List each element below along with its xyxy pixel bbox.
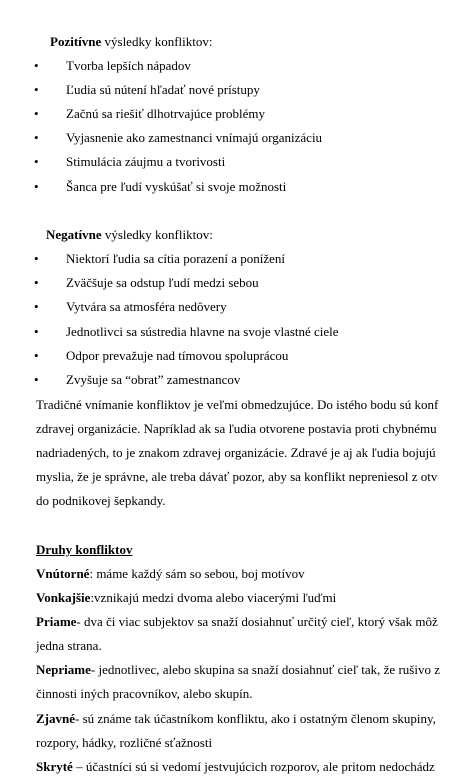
list-item-text: Šanca pre ľudí vyskúšať si svoje možnosti: [66, 179, 287, 194]
definition-text: : máme každý sám so sebou, boj motívov: [89, 566, 305, 581]
list-item: [0, 348, 467, 364]
definition-text: činnosti iných pracovníkov, alebo skupín.: [36, 686, 253, 701]
list-item: [0, 179, 467, 195]
list-item-text: Stimulácia záujmu a tvorivosti: [66, 154, 226, 169]
list-item-text: Jednotlivci sa sústredia hlavne na svoje vlastné ciele: [66, 324, 339, 339]
bullet-icon: •: [34, 58, 39, 73]
list-item: [0, 275, 467, 291]
definition-text: – účastníci sú si vedomí jestvujúcich rozporov, ale pritom nedochádz: [72, 759, 435, 774]
definition-line: [36, 759, 435, 775]
list-item-text: Zväčšuje sa odstup ľudí medzi sebou: [66, 275, 259, 290]
definition-line: [36, 662, 440, 678]
definition-text: rozpory, hádky, rozličné sťažnosti: [36, 735, 213, 750]
list-item: [0, 58, 467, 74]
definition-text: - sú známe tak účastníkom konfliktu, ako i ostatným členom skupiny,: [75, 711, 436, 726]
paragraph-line: zdravej organizácie. Napríklad ak sa ľudia otvorene postavia proti chybnému: [36, 421, 437, 436]
definition-line: [36, 735, 212, 751]
list-item: [0, 154, 467, 170]
list-item-text: Vyjasnenie ako zamestnanci vnímajú organizáciu: [66, 130, 323, 145]
bullet-icon: •: [34, 348, 39, 363]
bullet-icon: •: [34, 82, 39, 97]
definition-text: - jednotlivec, alebo skupina sa snaží dosiahnuť cieľ tak, že rušivo z: [90, 662, 440, 677]
definition-line: [36, 614, 438, 630]
bullet-icon: •: [34, 179, 39, 194]
list-item: [0, 324, 467, 340]
bullet-icon: •: [34, 275, 39, 290]
list-item: [0, 372, 467, 388]
definition-line: [36, 686, 253, 702]
negative-heading-bold: Negatívne: [46, 227, 102, 242]
definition-term: Skryté: [36, 759, 73, 774]
definition-term: Vnútorné: [36, 566, 90, 581]
definition-text: :vznikajú medzi dvoma alebo viacerými ľuďmi: [90, 590, 337, 605]
bullet-icon: •: [34, 299, 39, 314]
definition-text: jedna strana.: [36, 638, 102, 653]
bullet-icon: •: [34, 251, 39, 266]
definition-term: Priame: [36, 614, 77, 629]
section-heading: Druhy konfliktov: [36, 542, 133, 557]
paragraph-line: do podnikovej šepkandy.: [36, 493, 166, 508]
definition-text: - dva či viac subjektov sa snaží dosiahnuť určitý cieľ, ktorý však môž: [76, 614, 438, 629]
positive-heading-bold: Pozitívne: [50, 34, 102, 49]
list-item: [0, 106, 467, 122]
bullet-icon: •: [34, 324, 39, 339]
negative-heading-text: výsledky konfliktov:: [101, 227, 213, 242]
list-item: [0, 299, 467, 315]
definition-line: [36, 711, 436, 727]
positive-heading-text: výsledky konfliktov:: [101, 34, 213, 49]
paragraph-line: nadriadených, to je znakom zdravej organizácie. Zdravé je aj ak ľudia bojujú: [36, 445, 436, 460]
positive-heading: [50, 34, 212, 50]
list-item-text: Vytvára sa atmosféra nedôvery: [66, 299, 227, 314]
paragraph-line: myslia, že je správne, ale treba dávať pozor, aby sa konflikt nepreniesol z otv: [36, 469, 438, 484]
definition-line: [36, 590, 336, 606]
bullet-icon: •: [34, 106, 39, 121]
definition-term: Nepriame: [36, 662, 91, 677]
list-item-text: Ľudia sú nútení hľadať nové prístupy: [66, 82, 260, 97]
list-item-text: Začnú sa riešiť dlhotrvajúce problémy: [66, 106, 266, 121]
list-item: [0, 130, 467, 146]
list-item: [0, 251, 467, 267]
list-item-text: Niektorí ľudia sa cítia porazení a ponížení: [66, 251, 285, 266]
definition-line: [36, 638, 102, 654]
list-item-text: Zvyšuje sa “obrat” zamestnancov: [66, 372, 241, 387]
bullet-icon: •: [34, 372, 39, 387]
paragraph-line: Tradičné vnímanie konfliktov je veľmi obmedzujúce. Do istého bodu sú konf: [36, 397, 439, 412]
definition-line: [36, 566, 305, 582]
definition-term: Zjavné: [36, 711, 75, 726]
list-item-text: Tvorba lepších nápadov: [66, 58, 191, 73]
definition-term: Vonkajšie: [36, 590, 91, 605]
bullet-icon: •: [34, 130, 39, 145]
list-item: [0, 82, 467, 98]
bullet-icon: •: [34, 154, 39, 169]
negative-heading: [46, 227, 213, 243]
list-item-text: Odpor prevažuje nad tímovou spoluprácou: [66, 348, 289, 363]
